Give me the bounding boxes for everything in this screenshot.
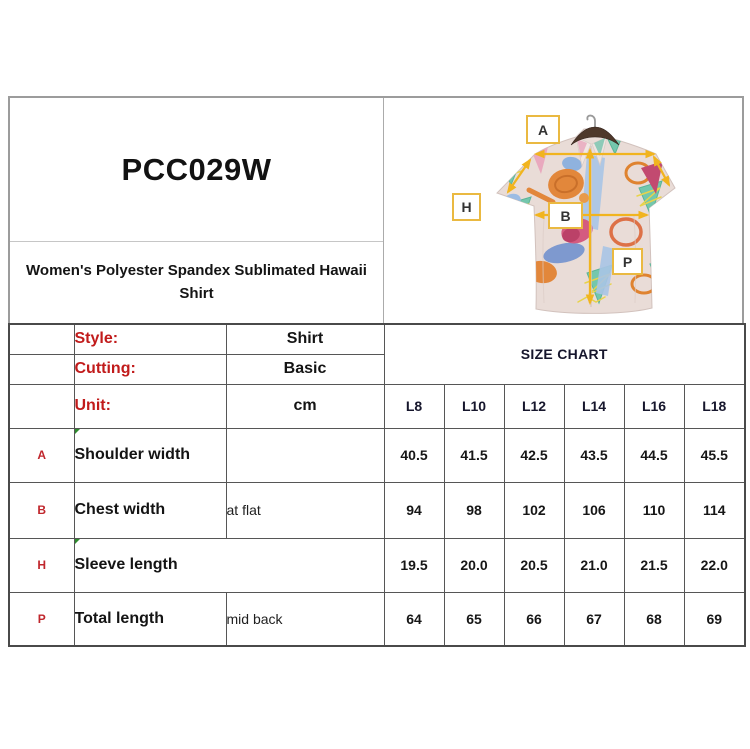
row-label-text: Shoulder width [74,446,191,463]
measurement-value: 69 [684,592,745,646]
measurement-value: 98 [444,482,504,538]
measurement-value: 21.5 [624,538,684,592]
length-label: P [622,254,633,270]
row-key: P [9,592,74,646]
style-value: Shirt [226,324,384,354]
measurement-value: 102 [504,482,564,538]
row-label [74,428,226,482]
cell-flag-marker [75,429,80,434]
measurement-value: 19.5 [384,538,444,592]
sleeve-label: H [461,199,472,215]
measurement-value: 21.0 [564,538,624,592]
measurement-value: 110 [624,482,684,538]
shirt-measurement-diagram [384,98,742,323]
measurement-value: 67 [564,592,624,646]
empty-cell [9,354,74,384]
measurement-value: 41.5 [444,428,504,482]
row-note [226,428,384,482]
row-key: A [9,428,74,482]
size-col-header-l14: L14 [564,384,624,428]
row-label-text: Sleeve length [74,556,178,573]
size-col-header-l16: L16 [624,384,684,428]
unit-value: cm [226,384,384,428]
measurement-value: 20.0 [444,538,504,592]
row-key: B [9,482,74,538]
product-header-box [8,96,744,323]
table-row-shoulder-width [9,428,745,482]
chest-label: B [560,208,571,224]
cutting-value: Basic [226,354,384,384]
measurement-value: 65 [444,592,504,646]
size-chart-title: SIZE CHART [384,324,745,384]
product-name-section [10,242,383,323]
shoulder-label: A [537,122,549,138]
hanger-hook [587,116,595,127]
row-label [74,538,384,592]
table-row-total-length [9,592,745,646]
unit-label: Unit: [74,384,226,428]
product-code-section [10,98,383,242]
row-label: Total length [74,592,226,646]
product-name: Women's Polyester Spandex Sublimated Hawaii Shirt [26,262,367,302]
product-code: PCC029W [121,151,272,187]
measurement-value: 43.5 [564,428,624,482]
measurement-value: 94 [384,482,444,538]
row-key: H [9,538,74,592]
measurement-value: 44.5 [624,428,684,482]
size-col-header-l12: L12 [504,384,564,428]
cell-flag-marker [75,539,80,544]
row-label: Chest width [74,482,226,538]
size-col-header-l10: L10 [444,384,504,428]
measurement-value: 22.0 [684,538,745,592]
empty-cell [9,384,74,428]
measurement-value: 114 [684,482,745,538]
measurement-value: 40.5 [384,428,444,482]
measurement-value: 106 [564,482,624,538]
measurement-value: 64 [384,592,444,646]
style-label: Style: [74,324,226,354]
product-photo-panel [384,98,742,323]
measurement-value: 66 [504,592,564,646]
cutting-label: Cutting: [74,354,226,384]
row-note: mid back [226,592,384,646]
product-info-panel [10,98,384,323]
table-row-sleeve-length [9,538,745,592]
size-col-header-l18: L18 [684,384,745,428]
size-chart-table [8,323,746,647]
table-row-chest-width [9,482,745,538]
row-note: at flat [226,482,384,538]
empty-cell [9,324,74,354]
size-col-header-l8: L8 [384,384,444,428]
measurement-value: 20.5 [504,538,564,592]
measurement-value: 45.5 [684,428,745,482]
measurement-value: 42.5 [504,428,564,482]
measurement-value: 68 [624,592,684,646]
